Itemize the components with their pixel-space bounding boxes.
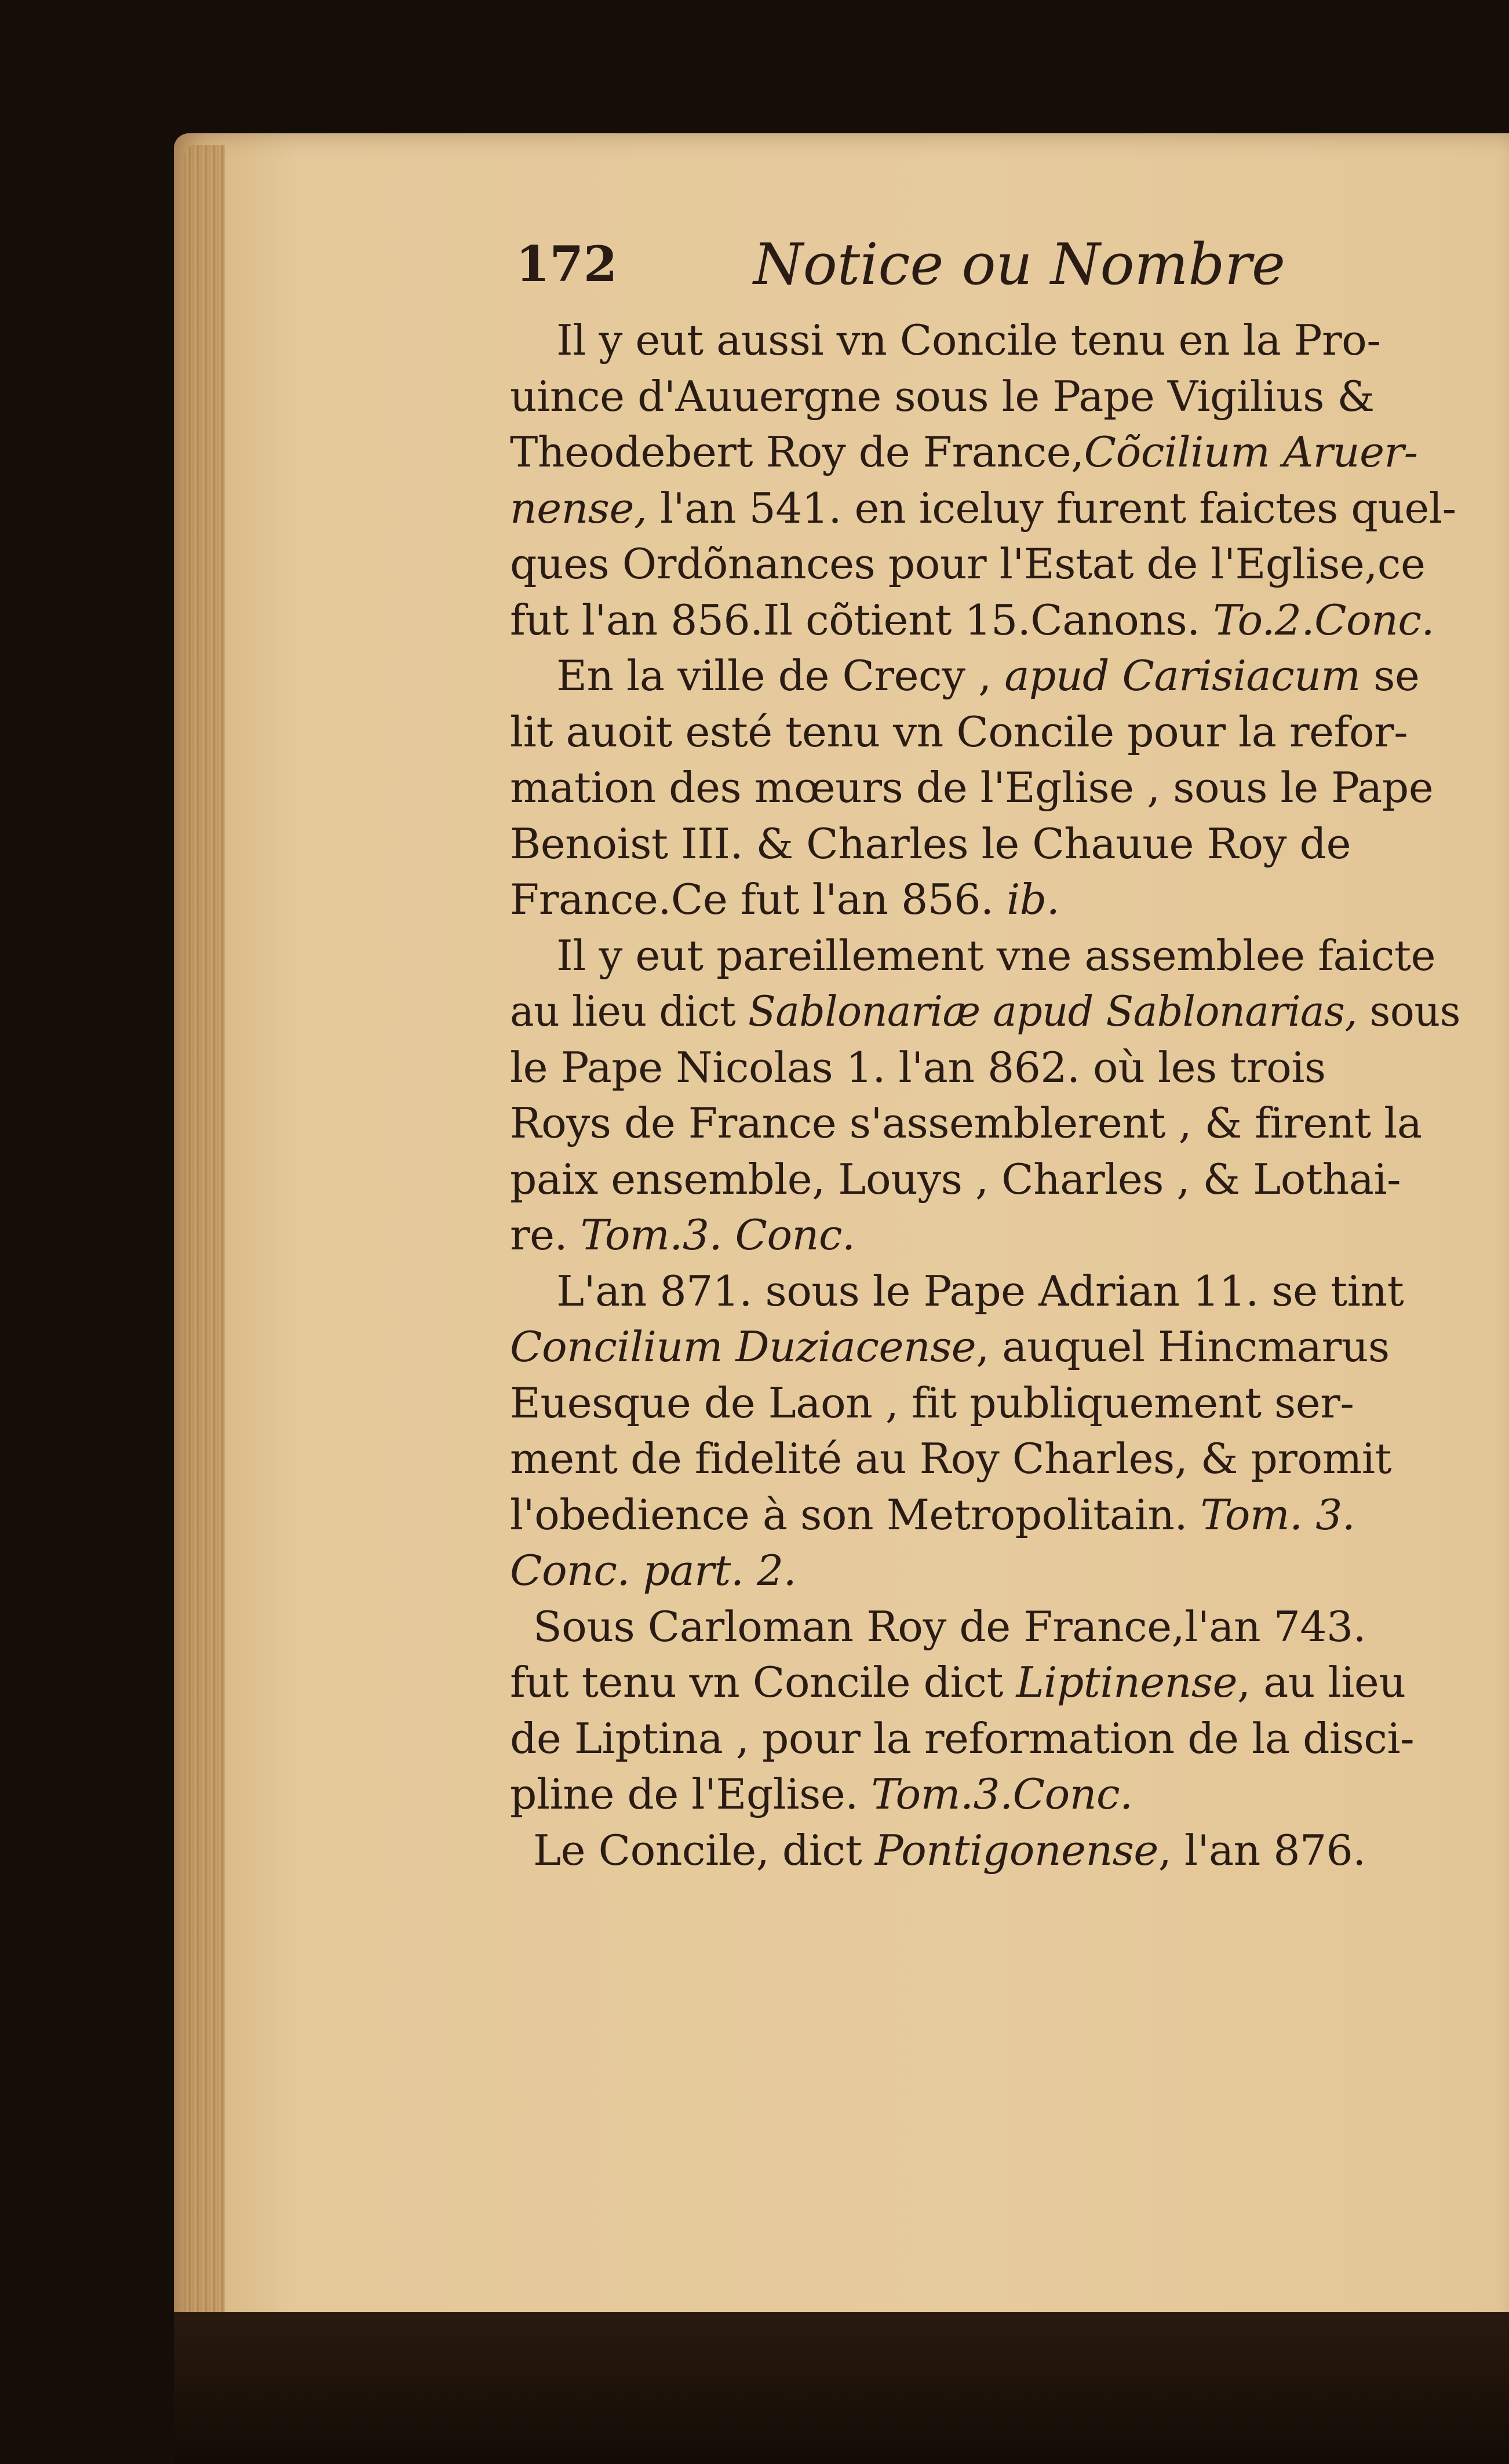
page-header bbox=[516, 232, 1466, 307]
text-line bbox=[510, 1823, 1460, 1879]
roman-text: fut tenu vn Concile dict bbox=[510, 1659, 1016, 1707]
roman-text: L'an 871. sous le Pape Adrian 11. se tint bbox=[556, 1267, 1404, 1316]
italic-text: Cõcilium Aruer- bbox=[1084, 428, 1418, 477]
roman-text: Benoist III. & Charles le Chauue Roy de bbox=[510, 819, 1351, 869]
text-line bbox=[510, 760, 1460, 817]
text-line bbox=[510, 984, 1460, 1040]
italic-text: Tom.3. Conc. bbox=[580, 1211, 855, 1260]
text-line bbox=[510, 1711, 1460, 1767]
line-content bbox=[510, 1152, 1401, 1208]
text-line bbox=[510, 1320, 1460, 1376]
page-number: 172 bbox=[516, 235, 618, 293]
text-line bbox=[510, 872, 1460, 928]
text-line bbox=[510, 537, 1460, 593]
text-line bbox=[510, 1767, 1460, 1823]
text-line bbox=[510, 481, 1460, 537]
text-line bbox=[510, 1208, 1460, 1264]
roman-text: Il y eut pareillement vne assemblee faicte bbox=[556, 931, 1436, 981]
text-line bbox=[510, 1431, 1460, 1488]
roman-text: mation des mœurs de l'Eglise , sous le Pape bbox=[510, 764, 1434, 812]
roman-text: Roys de France s'assemblerent , & firent la bbox=[510, 1099, 1422, 1148]
italic-text: Tom. 3. bbox=[1200, 1490, 1355, 1540]
paragraph bbox=[510, 648, 1460, 928]
paragraph bbox=[510, 1823, 1460, 1879]
line-content bbox=[510, 760, 1433, 817]
roman-text: sous bbox=[1357, 987, 1460, 1036]
roman-text: Euesque de Laon , fit publiquement ser- bbox=[510, 1379, 1354, 1428]
roman-text: l'an 541. en iceluy furent faictes quel- bbox=[647, 484, 1456, 533]
roman-text: re. bbox=[510, 1211, 581, 1260]
text-line bbox=[510, 1040, 1460, 1096]
text-line bbox=[510, 1543, 1460, 1599]
text-line bbox=[510, 1488, 1460, 1544]
roman-text: uince d'Auuergne sous le Pape Vigilius & bbox=[510, 372, 1375, 421]
line-content bbox=[510, 1655, 1406, 1711]
paragraph bbox=[510, 928, 1460, 1264]
text-line bbox=[510, 313, 1460, 369]
dark-background bbox=[174, 2312, 1509, 2464]
roman-text: Il y eut aussi vn Concile tenu en la Pro- bbox=[556, 316, 1381, 365]
line-content bbox=[510, 705, 1408, 761]
text-line bbox=[510, 817, 1460, 873]
running-title: Notice ou Nombre bbox=[753, 232, 1286, 298]
roman-text: En la ville de Crecy , bbox=[556, 652, 1005, 701]
line-content bbox=[510, 984, 1460, 1040]
text-line bbox=[510, 425, 1460, 481]
text-line bbox=[510, 648, 1460, 705]
italic-text: Concilium Duziacense bbox=[510, 1323, 976, 1372]
italic-text: apud Carisiacum bbox=[1004, 652, 1361, 701]
italic-text: Conc. part. 2. bbox=[510, 1547, 797, 1595]
line-content bbox=[510, 1543, 796, 1599]
roman-text: , au lieu bbox=[1237, 1659, 1406, 1707]
line-content bbox=[510, 1711, 1414, 1767]
line-content bbox=[533, 1599, 1366, 1656]
roman-text: ques Ordõnances pour l'Estat de l'Eglise,ce bbox=[510, 540, 1426, 589]
text-line bbox=[510, 1264, 1460, 1320]
line-content bbox=[510, 1320, 1390, 1376]
roman-text: ment de fidelité au Roy Charles, & promit bbox=[510, 1435, 1392, 1483]
line-content bbox=[510, 481, 1456, 537]
text-line bbox=[510, 928, 1460, 985]
text-line bbox=[510, 705, 1460, 761]
italic-text: nense, bbox=[510, 484, 647, 533]
italic-text: ib. bbox=[1007, 876, 1060, 924]
paragraph bbox=[510, 1599, 1460, 1823]
line-content bbox=[510, 537, 1425, 593]
roman-text: Sous Carloman Roy de France,l'an 743. bbox=[533, 1602, 1366, 1652]
line-content bbox=[556, 313, 1380, 369]
text-line bbox=[510, 369, 1460, 425]
roman-text: Le Concile, dict bbox=[533, 1826, 875, 1875]
roman-text: paix ensemble, Louys , Charles , & Lothai- bbox=[510, 1155, 1401, 1204]
line-content bbox=[510, 817, 1351, 873]
italic-text: Pontigonense bbox=[874, 1826, 1158, 1875]
line-content bbox=[510, 872, 1059, 928]
roman-text: France.Ce fut l'an 856. bbox=[510, 876, 1007, 924]
paragraph bbox=[510, 313, 1460, 648]
italic-text: Liptinense bbox=[1016, 1659, 1237, 1707]
line-content bbox=[510, 1208, 855, 1264]
line-content bbox=[556, 648, 1419, 705]
line-content bbox=[556, 928, 1435, 985]
text-line bbox=[510, 1599, 1460, 1656]
roman-text: pline de l'Eglise. bbox=[510, 1770, 872, 1819]
italic-text: Tom.3.Conc. bbox=[871, 1770, 1133, 1819]
line-content bbox=[510, 369, 1375, 425]
roman-text: le Pape Nicolas 1. l'an 862. où les trois bbox=[510, 1043, 1326, 1092]
line-content bbox=[510, 593, 1434, 649]
line-content bbox=[510, 1040, 1326, 1096]
line-content bbox=[510, 1096, 1422, 1152]
text-line bbox=[510, 593, 1460, 649]
italic-text: Sablonariæ apud Sablonarias, bbox=[748, 987, 1358, 1036]
roman-text: fut l'an 856.Il cõtient 15.Canons. bbox=[510, 596, 1213, 645]
italic-text: To.2.Conc. bbox=[1213, 596, 1435, 645]
line-content bbox=[556, 1264, 1404, 1320]
line-content bbox=[533, 1823, 1366, 1879]
line-content bbox=[510, 1767, 1133, 1823]
paragraph bbox=[510, 1264, 1460, 1599]
page-edges-stack bbox=[184, 145, 225, 2324]
roman-text: lit auoit esté tenu vn Concile pour la refor- bbox=[510, 708, 1408, 757]
line-content bbox=[510, 1376, 1354, 1432]
text-line bbox=[510, 1096, 1460, 1152]
line-content bbox=[510, 425, 1418, 481]
line-content bbox=[510, 1488, 1355, 1544]
roman-text: , l'an 876. bbox=[1158, 1826, 1366, 1875]
roman-text: se bbox=[1360, 652, 1420, 701]
line-content bbox=[510, 1431, 1391, 1488]
text-line bbox=[510, 1152, 1460, 1208]
text-line bbox=[510, 1376, 1460, 1432]
roman-text: , auquel Hincmarus bbox=[976, 1323, 1390, 1372]
text-line bbox=[510, 1655, 1460, 1711]
roman-text: de Liptina , pour la reformation de la disci- bbox=[510, 1714, 1415, 1763]
body-text bbox=[510, 313, 1460, 1879]
roman-text: l'obedience à son Metropolitain. bbox=[510, 1490, 1201, 1540]
roman-text: Theodebert Roy de France, bbox=[510, 428, 1084, 477]
roman-text: au lieu dict bbox=[510, 987, 748, 1036]
